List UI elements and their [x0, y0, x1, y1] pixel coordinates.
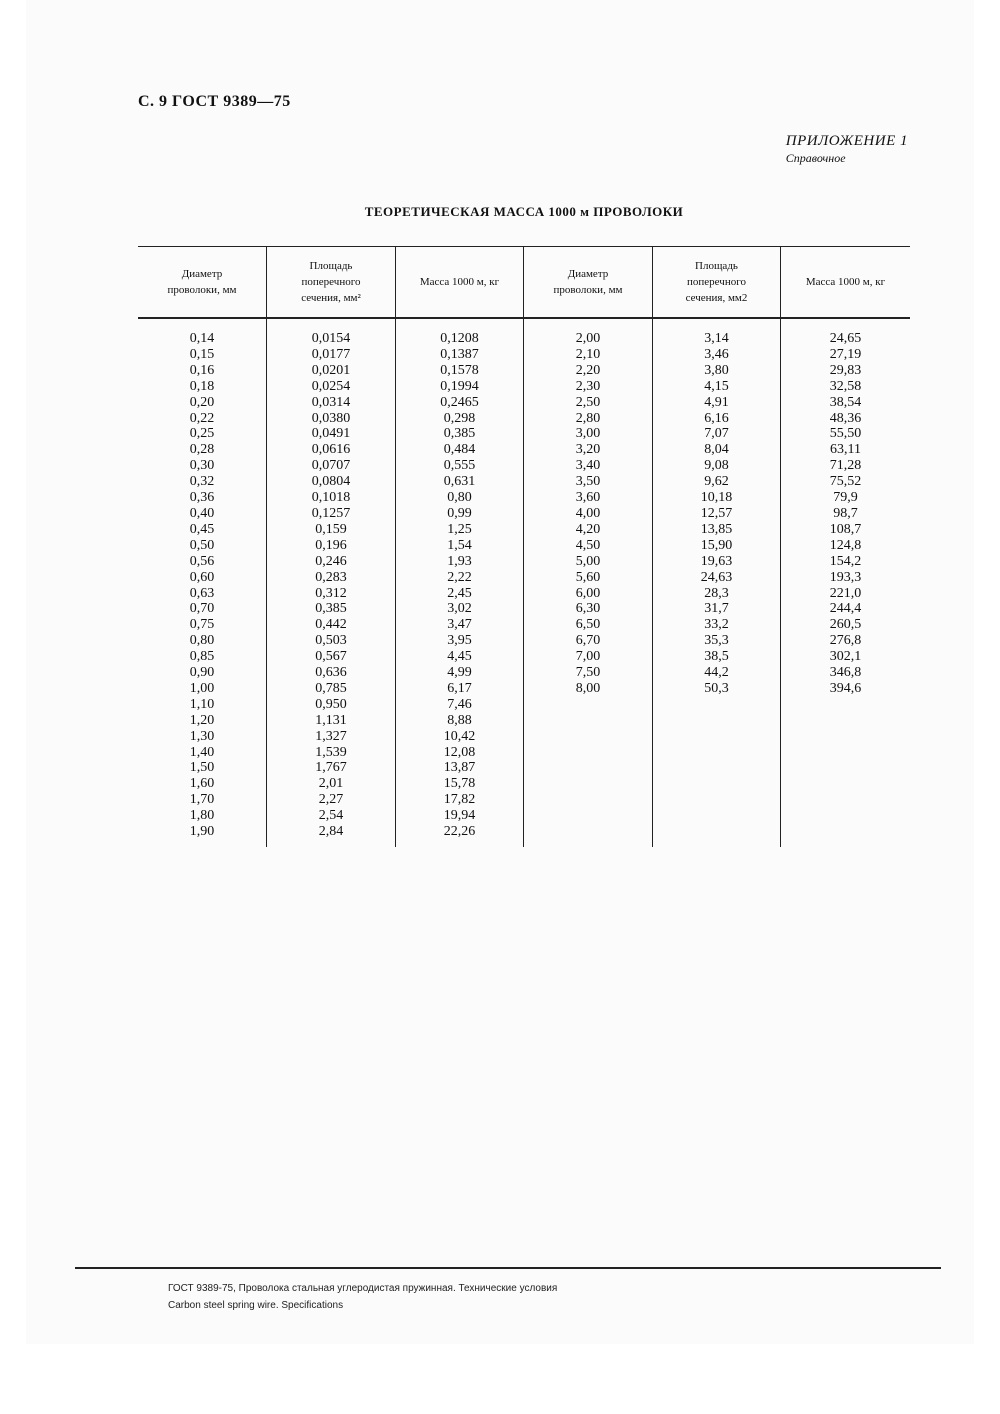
table-cell: 0,0380	[311, 410, 351, 426]
table-cell: 2,22	[447, 569, 472, 585]
table-cell: 9,62	[704, 474, 729, 490]
table-cell: 22,26	[443, 824, 476, 840]
table-cell: 28,3	[704, 585, 729, 601]
table-cell: 0,785	[315, 680, 347, 696]
table-cell: 0,631	[443, 474, 476, 490]
table-cell: 0,1387	[440, 346, 479, 362]
table-cell: 7,50	[575, 665, 601, 681]
header-diameter-left: Диаметр проволоки, мм	[167, 268, 237, 296]
table-cell: 6,16	[704, 410, 729, 426]
table-cell: 0,32	[189, 474, 215, 490]
table-cell: 0,0491	[311, 426, 351, 442]
table-cell: 7,07	[704, 426, 729, 442]
table-cell: 1,131	[315, 712, 347, 728]
table-cell: 0,14	[189, 331, 215, 346]
table-cell: 244,4	[829, 601, 862, 617]
table-cell: 3,20	[575, 442, 601, 458]
table-cell: 0,283	[315, 569, 347, 585]
table-cell: 394,6	[829, 680, 862, 696]
table-cell: 346,8	[829, 665, 862, 681]
table-cell: 0,0201	[311, 362, 351, 378]
table-cell: 0,75	[189, 617, 215, 633]
table-cell: 7,46	[447, 696, 472, 712]
table-cell: 3,40	[575, 458, 601, 474]
table-cell: 0,246	[315, 553, 347, 569]
table-cell: 4,20	[575, 521, 601, 537]
table-cell: 32,58	[829, 378, 862, 394]
table-cell: 0,298	[443, 410, 476, 426]
table-cell: 1,80	[189, 808, 215, 824]
table-cell: 3,14	[704, 331, 729, 346]
table-cell: 0,0616	[311, 442, 351, 458]
page-header: С. 9 ГОСТ 9389—75	[138, 93, 291, 110]
table-cell: 0,0177	[311, 346, 351, 362]
table-cell: 10,42	[443, 728, 476, 744]
table-cell: 0,20	[189, 394, 215, 410]
table-cell: 193,3	[829, 569, 862, 585]
table-cell: 1,40	[189, 744, 215, 760]
table-cell: 50,3	[704, 680, 729, 696]
footer-title-en: Carbon steel spring wire. Specifications	[168, 1300, 344, 1311]
table-cell: 2,80	[575, 410, 601, 426]
table-cell: 0,0707	[311, 458, 351, 474]
table-cell: 1,90	[189, 824, 215, 840]
table-cell: 6,70	[575, 633, 601, 649]
table-cell: 4,91	[704, 394, 729, 410]
table-cell: 0,1257	[311, 505, 351, 521]
table-cell: 2,54	[318, 808, 344, 824]
appendix-label	[786, 133, 908, 166]
table-cell: 0,36	[189, 490, 215, 506]
table-cell: 29,83	[829, 362, 862, 378]
table-cell: 5,00	[575, 553, 601, 569]
table-cell: 3,50	[575, 474, 601, 490]
table-cell: 6,30	[575, 601, 601, 617]
table-cell: 15,90	[700, 537, 733, 553]
table-cell: 0,1018	[311, 490, 351, 506]
table-cell: 3,60	[575, 490, 601, 506]
table-cell: 1,327	[315, 728, 347, 744]
table-cell: 0,196	[315, 537, 347, 553]
table-cell: 3,46	[704, 346, 729, 362]
table-cell: 0,80	[447, 490, 472, 506]
table-cell: 0,1208	[440, 331, 479, 346]
table-cell: 0,56	[189, 553, 215, 569]
table-cell: 3,00	[575, 426, 601, 442]
table-cell: 75,52	[829, 474, 862, 490]
table-cell: 1,30	[189, 728, 215, 744]
table-cell: 24,63	[700, 569, 733, 585]
table-cell: 0,555	[443, 458, 476, 474]
footer-divider	[75, 1267, 941, 1269]
table-cell: 0,0154	[311, 331, 351, 346]
table-cell: 0,70	[189, 601, 215, 617]
table-cell: 38,5	[704, 649, 729, 665]
table-cell: 2,00	[575, 331, 601, 346]
table-cell: 31,7	[704, 601, 729, 617]
table-cell: 0,99	[447, 505, 472, 521]
table-cell: 4,45	[447, 649, 472, 665]
table-cell: 154,2	[829, 553, 862, 569]
table-cell: 2,30	[575, 378, 601, 394]
table-cell: 2,01	[318, 776, 344, 792]
table-cell: 0,503	[315, 633, 347, 649]
table-cell: 0,28	[189, 442, 215, 458]
diameter-column-left	[138, 331, 266, 840]
table-cell: 0,16	[189, 362, 215, 378]
table-cell: 1,20	[189, 712, 215, 728]
table-cell: 0,25	[189, 426, 215, 442]
table-cell: 1,25	[447, 521, 472, 537]
area-column-left	[267, 331, 395, 840]
table-cell: 19,63	[700, 553, 733, 569]
table-cell: 0,85	[189, 649, 215, 665]
table-cell: 0,0804	[311, 474, 351, 490]
table-cell: 4,50	[575, 537, 601, 553]
appendix-subtitle: Справочное	[785, 151, 846, 165]
table-cell: 0,159	[315, 521, 347, 537]
table-cell: 108,7	[829, 521, 862, 537]
table-cell: 24,65	[829, 331, 862, 346]
table-cell: 4,00	[575, 505, 601, 521]
table-cell: 0,385	[315, 601, 347, 617]
table-cell: 0,60	[189, 569, 215, 585]
table-cell: 0,312	[315, 585, 347, 601]
table-cell: 0,636	[315, 665, 347, 681]
header-diameter-right: Диаметр проволоки, мм	[553, 268, 623, 296]
table-cell: 1,539	[315, 744, 347, 760]
table-cell: 9,08	[704, 458, 729, 474]
table-cell: 8,00	[575, 680, 601, 696]
diameter-column-right	[524, 331, 652, 697]
table-cell: 44,2	[704, 665, 729, 681]
table-cell: 71,28	[829, 458, 862, 474]
table-cell: 2,10	[575, 346, 601, 362]
table-title: ТЕОРЕТИЧЕСКАЯ МАССА 1000 м ПРОВОЛОКИ	[364, 204, 684, 219]
table-cell: 4,99	[447, 665, 472, 681]
table-cell: 3,80	[704, 362, 729, 378]
table-cell: 8,88	[447, 712, 472, 728]
table-cell: 12,08	[443, 744, 476, 760]
mass-column-right	[781, 331, 910, 697]
table-cell: 0,90	[189, 665, 215, 681]
table-cell: 0,442	[315, 617, 347, 633]
table-cell: 124,8	[829, 537, 862, 553]
table-cell: 0,1994	[440, 378, 479, 394]
table-cell: 0,45	[189, 521, 215, 537]
table-cell: 0,50	[189, 537, 215, 553]
table-cell: 12,57	[700, 505, 733, 521]
table-cell: 302,1	[829, 649, 862, 665]
table-cell: 0,950	[315, 696, 347, 712]
table-cell: 35,3	[704, 633, 729, 649]
table-cell: 0,0314	[311, 394, 351, 410]
table-cell: 1,60	[189, 776, 215, 792]
table-cell: 1,70	[189, 792, 215, 808]
table-cell: 4,15	[704, 378, 729, 394]
table-cell: 0,567	[315, 649, 347, 665]
table-cell: 1,10	[189, 696, 215, 712]
area-column-right	[653, 331, 780, 697]
table-header-row	[138, 247, 910, 319]
table-cell: 63,11	[830, 442, 861, 458]
table-cell: 13,85	[700, 521, 733, 537]
table-cell: 2,27	[318, 792, 344, 808]
table-cell: 0,80	[189, 633, 215, 649]
mass-column-left	[396, 331, 523, 840]
table-cell: 55,50	[829, 426, 862, 442]
table-cell: 98,7	[833, 505, 858, 521]
table-cell: 3,47	[447, 617, 472, 633]
table-cell: 7,00	[575, 649, 601, 665]
table-cell: 221,0	[829, 585, 862, 601]
header-area-right: Площадь поперечного сечения, мм2	[685, 260, 748, 304]
table-cell: 0,18	[189, 378, 215, 394]
wire-mass-table	[138, 246, 910, 847]
table-cell: 260,5	[829, 617, 862, 633]
table-cell: 0,0254	[311, 378, 351, 394]
header-mass-left: Масса 1000 м, кг	[419, 276, 500, 288]
table-cell: 6,00	[575, 585, 601, 601]
header-mass-right: Масса 1000 м, кг	[805, 276, 886, 288]
table-cell: 0,2465	[440, 394, 479, 410]
table-cell: 5,60	[575, 569, 601, 585]
table-cell: 1,50	[189, 760, 215, 776]
table-cell: 0,30	[189, 458, 215, 474]
table-cell: 19,94	[443, 808, 476, 824]
table-cell: 15,78	[443, 776, 476, 792]
table-cell: 0,15	[189, 346, 215, 362]
appendix-title: ПРИЛОЖЕНИЕ 1	[785, 133, 908, 149]
table-cell: 1,767	[315, 760, 347, 776]
table-cell: 1,93	[447, 553, 472, 569]
table-cell: 1,54	[447, 537, 472, 553]
table-cell: 0,385	[443, 426, 476, 442]
table-cell: 3,02	[447, 601, 472, 617]
table-cell: 3,95	[447, 633, 472, 649]
table-cell: 1,00	[189, 680, 215, 696]
table-cell: 27,19	[829, 346, 862, 362]
table-cell: 0,63	[189, 585, 215, 601]
table-cell: 8,04	[704, 442, 729, 458]
table-cell: 38,54	[829, 394, 862, 410]
table-cell: 6,17	[447, 680, 472, 696]
table-cell: 2,45	[447, 585, 472, 601]
footer-title-ru: ГОСТ 9389-75, Проволока стальная углеродистая пружинная. Технические условия	[168, 1283, 558, 1294]
table-cell: 0,22	[189, 410, 215, 426]
table-cell: 10,18	[700, 490, 733, 506]
table-cell: 48,36	[829, 410, 862, 426]
table-cell: 17,82	[443, 792, 476, 808]
table-cell: 13,87	[443, 760, 476, 776]
table-cell: 0,40	[189, 505, 215, 521]
table-cell: 33,2	[704, 617, 729, 633]
table-cell: 2,84	[318, 824, 344, 840]
table-cell: 0,484	[443, 442, 476, 458]
table-cell: 276,8	[829, 633, 862, 649]
table-cell: 79,9	[833, 490, 858, 506]
table-cell: 2,50	[575, 394, 601, 410]
table-cell: 2,20	[575, 362, 601, 378]
header-area-left: Площадь поперечного сечения, мм²	[301, 260, 361, 304]
table-cell: 6,50	[575, 617, 601, 633]
table-cell: 0,1578	[440, 362, 479, 378]
